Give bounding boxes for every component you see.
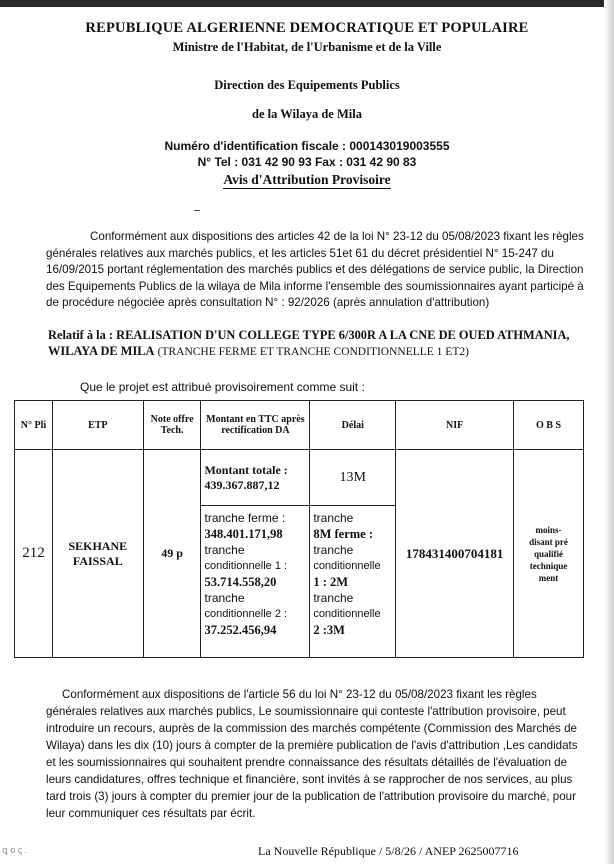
relatif-project: REALISATION D'UN COLLEGE TYPE 6/300R A LA CNE DE OUED ATHMANIA, WILAYA DE MILA	[48, 328, 570, 358]
delai-ferme-label: tranche	[313, 511, 354, 525]
etp-name: SEKHANE FAISSAL	[68, 538, 128, 568]
cell-obs	[514, 450, 584, 658]
ministry-title: Ministre de l'Habitat, de l'Urbanisme et de la Ville	[172, 40, 442, 54]
notice-title	[0, 172, 614, 188]
tranche-ferme-label: tranche ferme :	[204, 511, 286, 525]
contact-block	[0, 138, 614, 170]
cell-pli: 212	[15, 450, 53, 658]
cell-etp	[52, 450, 143, 658]
montant-total-label: Montant totale :	[204, 462, 288, 477]
scan-mark	[194, 210, 200, 211]
col-header-nif: NIF	[396, 401, 514, 450]
cell-montant-tranches	[201, 506, 310, 658]
attribution-table	[14, 400, 584, 658]
tranche-c2-label: tranche	[204, 591, 245, 605]
scan-right-edge	[604, 0, 614, 864]
paragraph-legal-basis: Conformément aux dispositions des articles 42 de la loi N° 23-12 du 05/08/2023 fixant les règles générales relatives aux marchés publics, et les articles 51et 61 du décret présidentiel N° 15-247 du 16/09/2015 portant réglementation des marchés publics et des délégations de service public, la Direction des Equipements Publics de la wilaya de Mila informe l'ensemble des soumissionnaires ayant participé à de procédure négociée après consultation N° : 92/2026 (après annulation d'attribution)	[46, 230, 584, 309]
delai-ferme-value: 8M ferme :	[313, 527, 373, 541]
col-header-montant: Montant en TTC après rectification DA	[201, 401, 310, 450]
paragraph-recourse: Conformément aux dispositions de l'article 56 du loi N° 23-12 du 05/08/2023 fixant les règles générales relatives aux marchés publics, Le soumissionnaire qui conteste l'attribution provisoire, peut introduire un recours, auprès de la commission des marchés compétente (Commission des Marchés de Wilaya) dans les dix (10) jours à compter de la première publication de l'avis d'attribution ,Les candidats et les soumissionnaires qui souhaitent prendre connaissance des résultats détaillés de l'évaluation de leurs candidatures, offres technique et financière, sont invités à se rapprocher de nos services, au plus tard trois (3) jours à compter du premier jour de la publication de l'attribution provisoire du marché, pour leur communiquer ces résultats par écrit.	[46, 688, 578, 820]
tranche-c2-value: 37.252.456,94	[204, 623, 277, 637]
col-header-etp: ETP	[52, 401, 143, 450]
col-header-pli: N° Pli	[15, 401, 53, 450]
publication-footer: La Nouvelle République / 5/8/26 / ANEP 2625007716	[258, 844, 519, 858]
col-header-delai: Délai	[310, 401, 396, 450]
project-subject	[48, 327, 593, 360]
tranche-c2-sub: conditionnelle 2 :	[204, 608, 288, 620]
fiscal-id: Numéro d'identification fiscale : 000143019003555	[164, 139, 450, 153]
tel-fax: N° Tel : 031 42 90 93 Fax : 031 42 90 83	[197, 155, 417, 169]
col-header-note: Note offre Tech.	[143, 401, 201, 450]
attribution-intro: Que le projet est attribué provisoirement comme suit :	[80, 380, 365, 394]
cell-nif: 178431400704181	[396, 450, 514, 658]
tranche-c1-sub: conditionnelle 1 :	[204, 560, 288, 572]
wilaya-title: de la Wilaya de Mila	[252, 107, 362, 121]
table-row-total	[15, 450, 584, 506]
delai-c2-label: tranche	[313, 591, 354, 605]
delai-c1-label: tranche	[313, 543, 354, 557]
obs-text: moins-disant pré qualifié technique ment	[529, 524, 568, 583]
cell-delai-total: 13M	[310, 450, 396, 506]
scan-top-edge	[0, 0, 614, 7]
relatif-tranche: (TRANCHE FERME ET TRANCHE CONDITIONNELLE 1 ET2)	[157, 346, 469, 358]
delai-c2-sub: conditionnelle	[313, 608, 381, 620]
republic-title: REPUBLIQUE ALGERIENNE DEMOCRATIQUE ET POPULAIRE	[85, 20, 529, 36]
tranche-c1-value: 53.714.558,20	[204, 575, 277, 589]
relatif-label: Relatif à la :	[48, 328, 114, 342]
cell-montant-total	[201, 450, 310, 506]
montant-total-value: 439.367.887,12	[204, 477, 280, 492]
tranche-c1-label: tranche	[204, 543, 245, 557]
col-header-obs: O B S	[514, 401, 584, 450]
delai-c2-value: 2 :3M	[313, 623, 345, 637]
cell-note: 49 p	[143, 450, 201, 658]
delai-c1-sub: conditionnelle	[313, 560, 381, 572]
delai-c1-value: 1 : 2M	[313, 575, 349, 589]
tranche-ferme-value: 348.401.171,98	[204, 527, 283, 541]
direction-title: Direction des Equipements Publics	[214, 78, 400, 92]
table-header-row	[15, 401, 584, 450]
notice-title-text: Avis d'Attribution Provisoire	[223, 172, 391, 187]
scan-corner-marks: ꝗ o ꞔ .	[2, 845, 28, 855]
cell-delai-tranches	[310, 506, 396, 658]
